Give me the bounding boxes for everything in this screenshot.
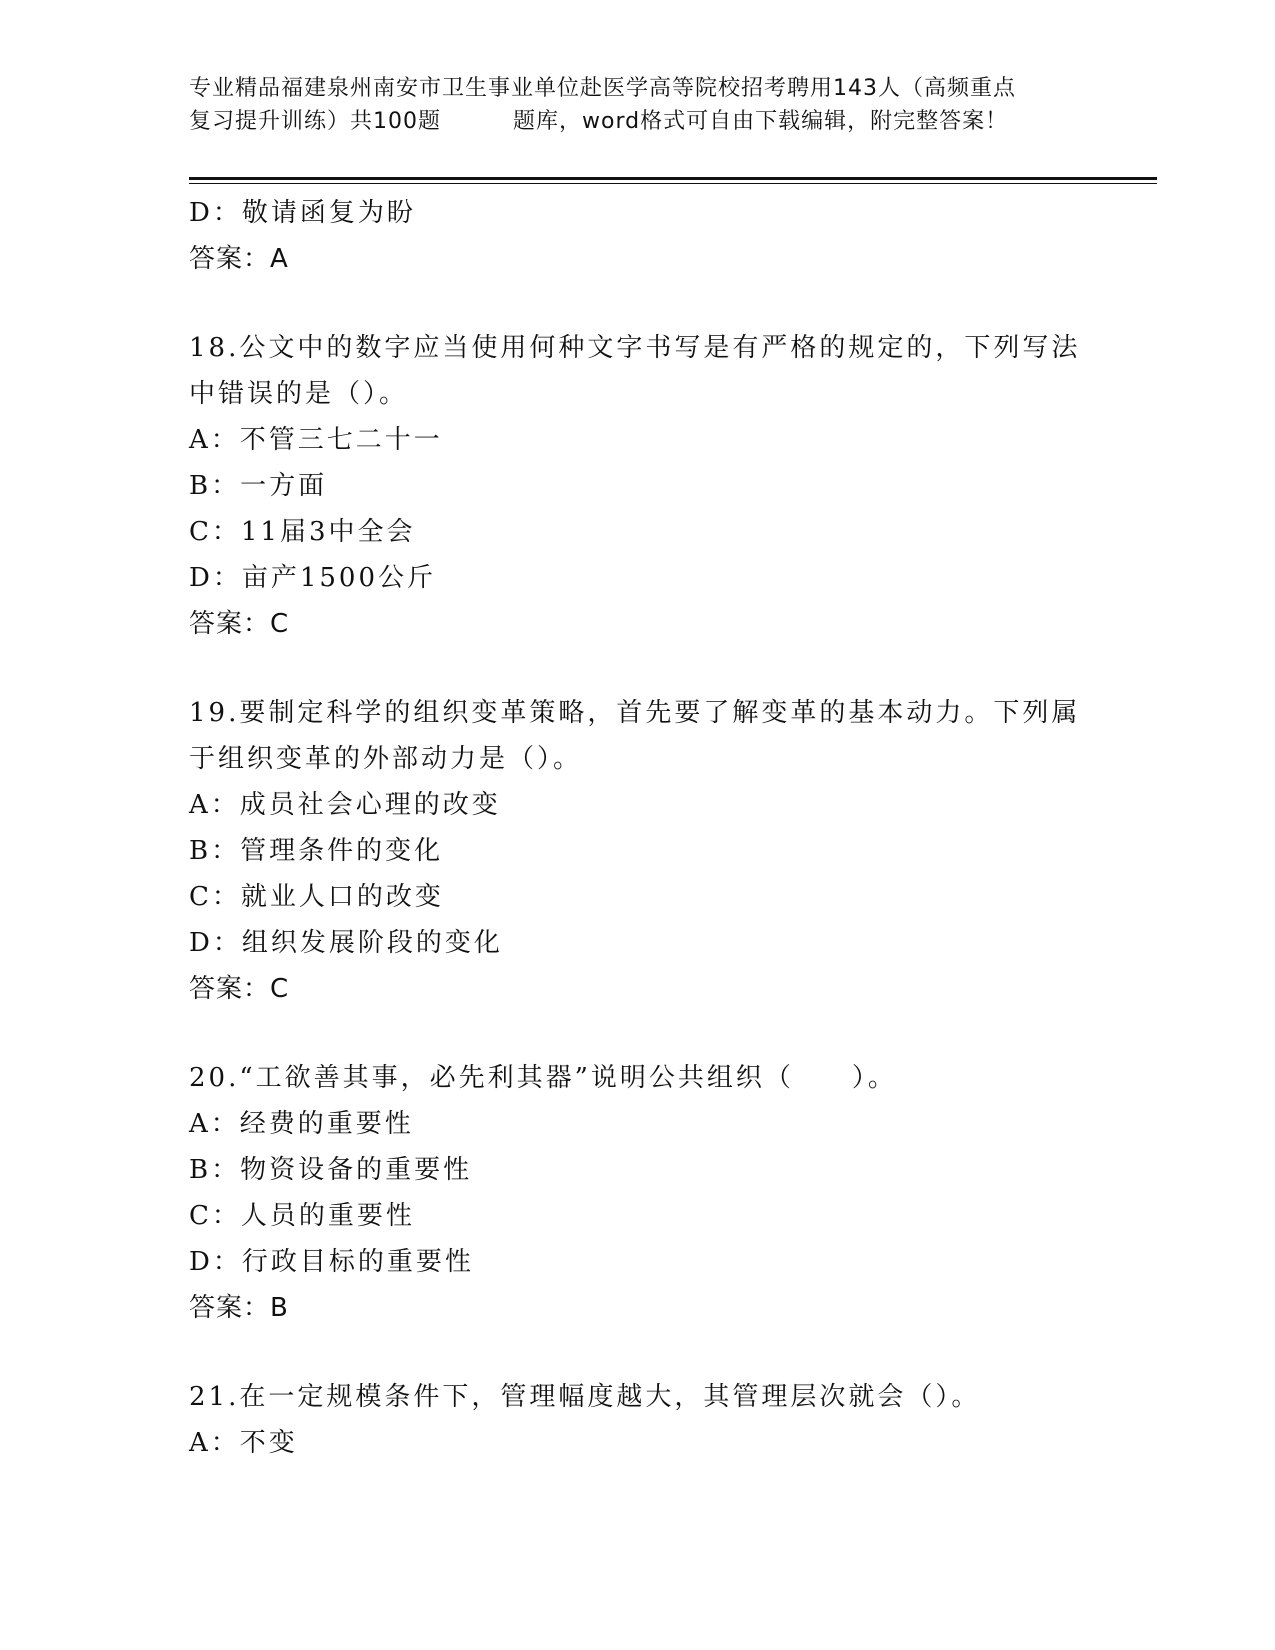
- option-a: A：成员社会心理的改变: [189, 790, 501, 820]
- option-d: D：亩产1500公斤: [189, 563, 437, 593]
- question-20: [189, 1055, 1109, 1331]
- answer: 答案：B: [189, 1293, 289, 1323]
- option-d: D：行政目标的重要性: [189, 1247, 474, 1277]
- option-a: A：不管三七二十一: [189, 425, 443, 455]
- answer: 答案：C: [189, 609, 290, 639]
- prev-question-option-d: D：敬请函复为盼: [189, 198, 416, 228]
- header-title-line-2: [189, 105, 1089, 138]
- question-21: [189, 1374, 1109, 1466]
- header-title-line-1: 专业精品福建泉州南安市卫生事业单位赴医学高等院校招考聘用143人（高频重点: [189, 76, 1016, 101]
- option-c: C：11届3中全会: [189, 517, 416, 547]
- header-title-line-2-right: 题库，word格式可自由下载编辑，附完整答案！: [513, 109, 1009, 134]
- header-divider-thick: [189, 177, 1157, 180]
- question-stem-line-2: 于组织变革的外部动力是（）。: [189, 744, 583, 774]
- question-stem-line-1: 18.公文中的数字应当使用何种文字书写是有严格的规定的，下列写法: [189, 333, 1081, 363]
- document-header: [189, 72, 1089, 138]
- question-stem-line-1: 21.在一定规模条件下，管理幅度越大，其管理层次就会（）。: [189, 1382, 981, 1412]
- question-content: [189, 190, 1109, 1466]
- question-stem-line-1: 20.“工欲善其事，必先利其器”说明公共组织（ ）。: [189, 1063, 897, 1093]
- question-18: [189, 325, 1109, 647]
- prev-question-answer: 答案：A: [189, 244, 289, 274]
- answer: 答案：C: [189, 974, 290, 1004]
- header-title-line-2-left: 复习提升训练）共100题: [189, 109, 441, 134]
- option-c: C：就业人口的改变: [189, 882, 444, 912]
- option-b: B：管理条件的变化: [189, 836, 444, 866]
- question-stem-line-1: 19.要制定科学的组织变革策略，首先要了解变革的基本动力。下列属: [189, 698, 1081, 728]
- option-a: A：不变: [189, 1428, 298, 1458]
- option-d: D：组织发展阶段的变化: [189, 928, 503, 958]
- option-b: B：一方面: [189, 471, 328, 501]
- option-a: A：经费的重要性: [189, 1109, 414, 1139]
- option-c: C：人员的重要性: [189, 1201, 415, 1231]
- question-19: [189, 690, 1109, 1012]
- question-stem-line-2: 中错误的是（）。: [189, 379, 409, 409]
- header-divider-thin: [189, 183, 1157, 184]
- option-b: B：物资设备的重要性: [189, 1155, 473, 1185]
